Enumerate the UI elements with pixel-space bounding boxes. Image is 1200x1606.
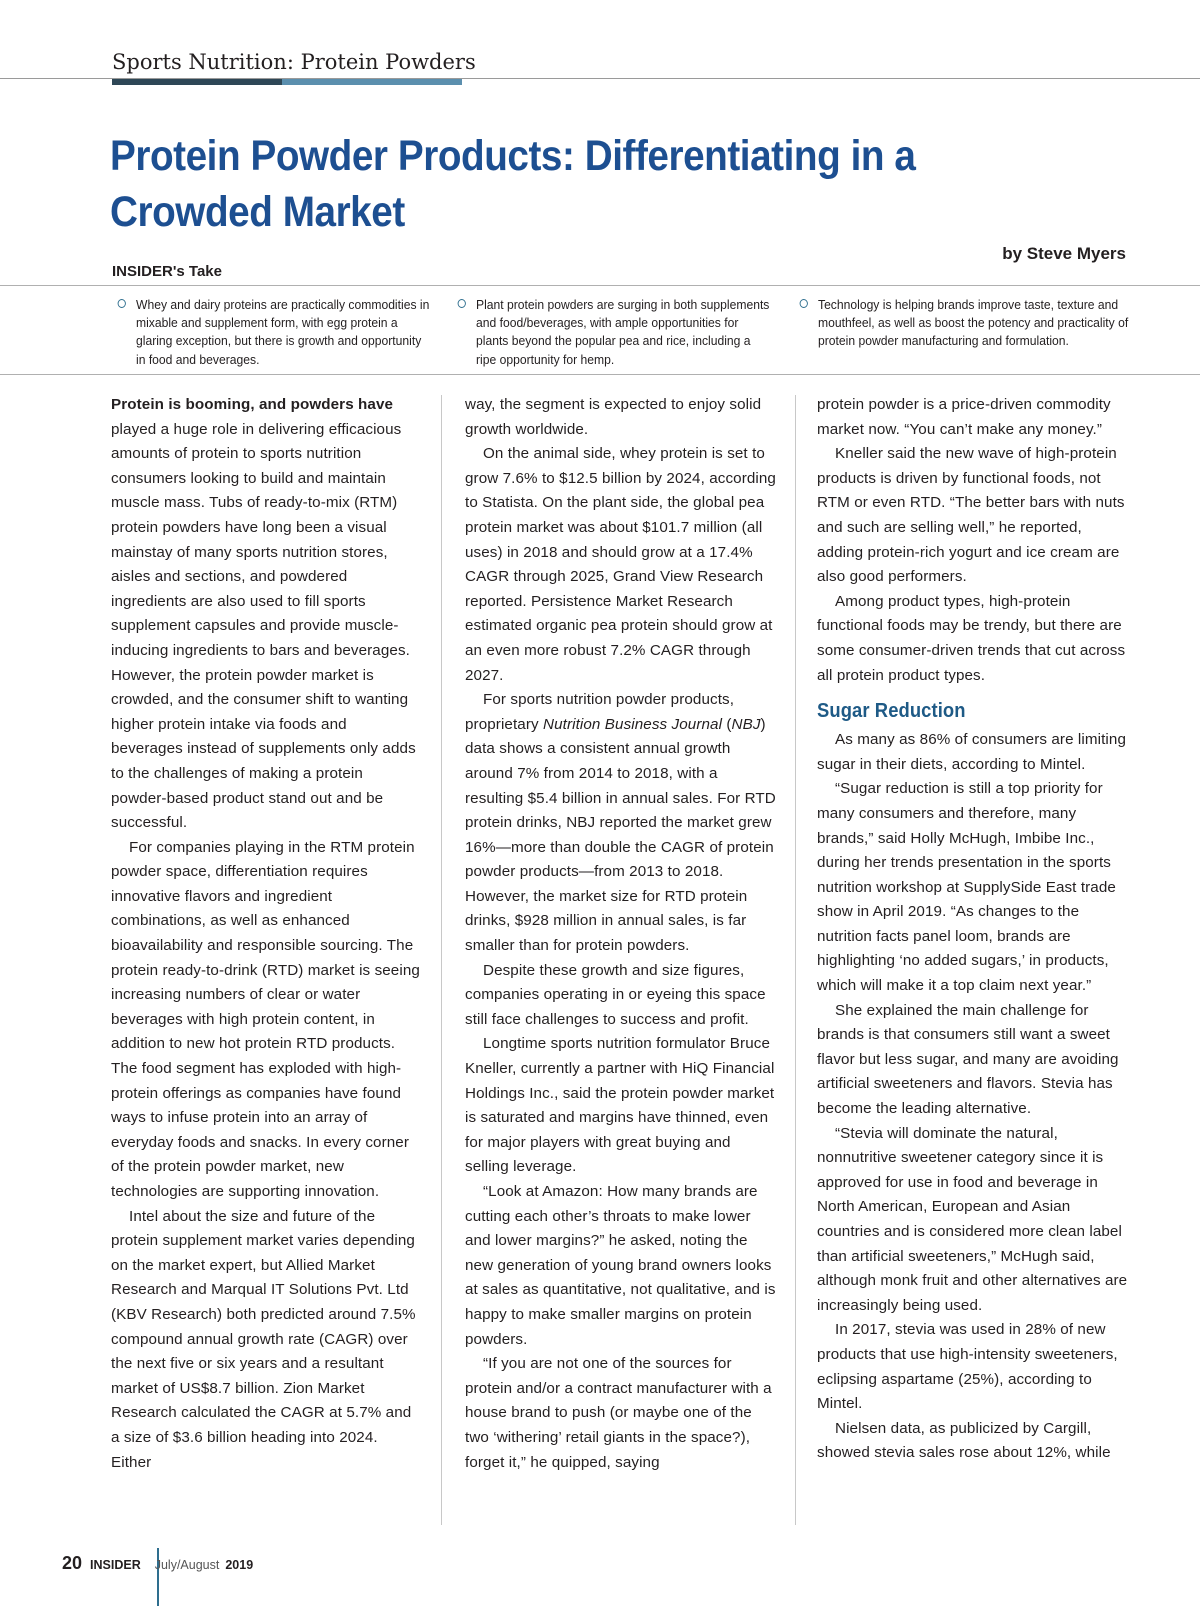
paragraph	[465, 688, 777, 959]
takeaways-bottom-rule	[0, 374, 1200, 375]
paragraph	[111, 393, 421, 836]
column-divider	[795, 395, 796, 1525]
takeaway-item	[818, 296, 1131, 351]
body-column-2	[465, 393, 777, 1475]
paragraph: On the animal side, whey protein is set to grow 7.6% to $12.5 billion by 2024, according to Statista. On the plant side, the global pea protein market was about $101.7 million (all uses) in 2018 and should grow at a 17.4% CAGR through 2025, Grand View Research reported. Persistence Market Research estimated organic pea protein should grow at an even more robust 7.2% CAGR through 2027.	[465, 445, 776, 684]
body-column-3	[817, 393, 1129, 1466]
issue-year: 2019	[225, 1558, 254, 1572]
header-accent-light	[282, 79, 462, 85]
paragraph: “Look at Amazon: How many brands are cutting each other’s throats to make lower and lower margins?” he asked, noting the new generation of young brand owners looks at sales as quantitative, not qualitative, and is happy to make smaller margins on protein powders.	[465, 1183, 776, 1348]
paragraph: protein powder is a price-driven commodity market now. “You can’t make any money.”	[817, 396, 1111, 438]
bullet-ring-icon	[118, 299, 126, 308]
paragraph: “Stevia will dominate the natural, nonnutritive sweetener category since it is approved for use in food and beverage in North American, European and Asian countries and is considered more clean label than artificial sweeteners,” McHugh said, although monk fruit and other alternatives are increasingly being used.	[817, 1124, 1128, 1314]
paragraph: Despite these growth and size figures, companies operating in or eyeing this space still face challenges to success and profit.	[465, 961, 766, 1028]
paragraph: Kneller said the new wave of high-protein products is driven by functional foods, not RTM or even RTD. “The better bars with nuts and such are selling well,” he reported, adding protein-rich yogurt and ice cream are also good performers.	[817, 445, 1125, 586]
takeaway-item	[476, 296, 770, 369]
subheading: Sugar Reduction	[817, 700, 966, 723]
paragraph: way, the segment is expected to enjoy solid growth worldwide.	[465, 396, 762, 438]
issue-label: July/August	[154, 1558, 220, 1572]
paragraph: Longtime sports nutrition formulator Bruce Kneller, currently a partner with HiQ Financial Holdings Inc., said the protein powder market is saturated and margins have thinned, even for major players with great buying and selling leverage.	[465, 1035, 775, 1176]
takeaway-text: Plant protein powders are surging in both supplements and food/beverages, with ample opportunities for plants beyond the popular pea and rice, including a ripe opportunity for hemp.	[476, 297, 770, 367]
header-accent-dark	[112, 79, 282, 85]
bullet-ring-icon	[458, 299, 466, 308]
paragraph-text: played a huge role in delivering efficacious amounts of protein to sports nutrition consumers looking to build and maintain muscle mass. Tubs of ready-to-mix (RTM) protein powders have long been a visual mainstay of many sports nutrition stores, aisles and sections, and powdered ingredients are also used to fill sports supplement capsules and provide muscle-inducing ingredients to bars and beverages. However, the protein powder market is crowded, and the consumer shift to wanting higher protein intake via foods and beverages instead of supplements only adds to the challenges of making a protein powder-based product stand out and be successful.	[111, 420, 416, 832]
takeaways-heading: INSIDER's Take	[112, 263, 222, 280]
paragraph: “Sugar reduction is still a top priority for many consumers and therefore, many brands,” said Holly McHugh, Imbibe Inc., during her trends presentation in the sports nutrition workshop at SupplySide East trade show in April 2019. “As changes to the nutrition facts panel loom, brands are highlighting ‘no added sugars,’ in products, which will make it a top claim next year.”	[817, 780, 1116, 995]
paragraph: In 2017, stevia was used in 28% of new products that use high-intensity sweeteners, eclipsing aspartame (25%), according to Mintel.	[817, 1321, 1118, 1413]
column-divider	[441, 395, 442, 1525]
paragraph-text: ) data shows a consistent annual growth around 7% from 2014 to 2018, with a resulting $5.4 billion in annual sales. For RTD protein drinks, NBJ reported the market grew 16%—more than double the CAGR of protein powder products—from 2013 to 2018. However, the market size for RTD protein drinks, $928 million in annual sales, is far smaller than for protein powders.	[465, 715, 776, 955]
paragraph: She explained the main challenge for brands is that consumers still want a sweet flavor but less sugar, and many are avoiding artificial sweeteners and flavors. Stevia has become the leading alternative.	[817, 1001, 1119, 1118]
section-header: Sports Nutrition: Protein Powders	[112, 50, 476, 74]
bullet-ring-icon	[800, 299, 808, 308]
body-column-1	[111, 393, 421, 1475]
article-title: Protein Powder Products: Differentiating in a Crowded Market	[110, 132, 916, 236]
paragraph: “If you are not one of the sources for protein and/or a contract manufacturer with a house brand to push (or maybe one of the two ‘withering’ retail giants in the space?), forget it,” he quipped, saying	[465, 1355, 772, 1471]
publication-abbr: NBJ	[731, 715, 761, 733]
paragraph: For companies playing in the RTM protein powder space, differentiation requires innovative flavors and ingredient combinations, as well as enhanced bioavailability and responsible sourcing. The protein ready-to-drink (RTD) market is seeing increasing numbers of clear or water beverages with high protein content, in addition to new hot protein RTD products. The food segment has exploded with high-protein offerings as companies have found ways to infuse protein into an array of everyday foods and snacks. In every corner of the protein powder market, new technologies are supporting innovation.	[111, 838, 420, 1200]
publication-name: Nutrition Business Journal	[543, 715, 723, 733]
byline: by Steve Myers	[1002, 244, 1126, 263]
paragraph-text: For sports nutrition powder products, proprietary	[465, 691, 735, 733]
takeaway-item	[136, 296, 430, 369]
paragraph: Among product types, high-protein functional foods may be trendy, but there are some consumer-driven trends that cut across all protein product types.	[817, 592, 1126, 684]
paragraph: Intel about the size and future of the protein supplement market varies depending on the market expert, but Allied Market Research and Marqual IT Solutions Pvt. Ltd (KBV Research) both predicted around 7.5% compound annual growth rate (CAGR) over the next five or six years and a resultant market of US$8.7 billion. Zion Market Research calculated the CAGR at 5.7% and a size of $3.6 billion heading into 2024. Either	[111, 1207, 416, 1471]
paragraph-text: (	[722, 715, 732, 733]
paragraph: Nielsen data, as publicized by Cargill, showed stevia sales rose about 12%, while	[817, 1419, 1111, 1462]
page-number: 20	[62, 1553, 83, 1573]
paragraph: As many as 86% of consumers are limiting sugar in their diets, according to Mintel.	[817, 731, 1126, 773]
takeaways-top-rule	[0, 285, 1200, 286]
takeaway-text: Technology is helping brands improve taste, texture and mouthfeel, as well as boost the potency and practicality of protein powder manufacturing and formulation.	[818, 297, 1129, 349]
page-footer	[62, 1553, 253, 1574]
lead-in: Protein is booming, and powders have	[111, 396, 394, 413]
magazine-name: INSIDER	[90, 1558, 141, 1572]
takeaway-text: Whey and dairy proteins are practically commodities in mixable and supplement form, with egg protein a glaring exception, but there is growth and opportunity in food and beverages.	[136, 297, 430, 367]
